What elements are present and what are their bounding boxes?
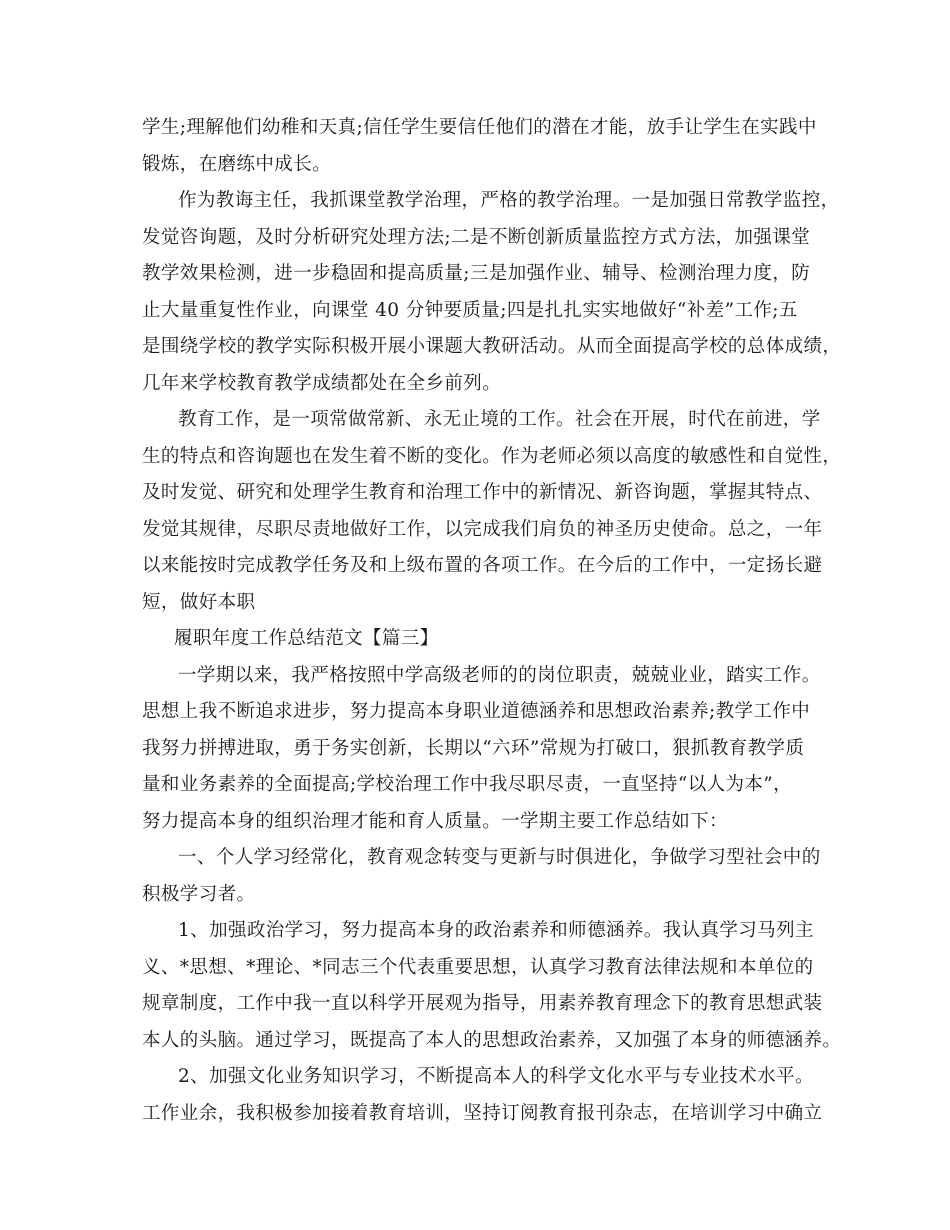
text-line: 努力提高本身的组织治理才能和育人质量。一学期主要工作总结如下： — [142, 810, 728, 832]
text-line: 义、*思想、*理论、*同志三个代表重要思想，认真学习教育法律法规和本单位的 — [142, 956, 814, 978]
paragraph-start: 教育工作，是一项常做常新、永无止境的工作。社会在开展，时代在前进，学 — [178, 409, 821, 430]
text-line: 生的特点和咨询题也在发生着不断的变化。作为老师必须以高度的敏感性和自觉性， — [142, 445, 842, 467]
text-line: 工作业余，我积极参加接着教育培训，坚持订阅教育报刊杂志，在培训学习中确立 — [142, 1102, 823, 1124]
text-line: 积极学习者。 — [142, 883, 256, 905]
paragraph-start: 2、加强文化业务知识学习，不断提高本人的科学文化水平与专业技术水平。 — [178, 1066, 814, 1087]
text-line: 量和业务素养的全面提高;学校治理工作中我尽职尽责，一直坚持“以人为本”， — [142, 774, 793, 795]
document-body — [142, 110, 842, 1132]
paragraph-start: 一学期以来，我严格按照中学高级老师的的岗位职责，兢兢业业，踏实工作。 — [178, 664, 821, 686]
text-line: 几年来学校教育教学成绩都处在全乡前列。 — [142, 372, 502, 394]
text-line: 规章制度，工作中我一直以科学开展观为指导，用素养教育理念下的教育思想武装 — [142, 993, 823, 1014]
text-line: 以来能按时完成教学任务及和上级布置的各项工作。在今后的工作中，一定扬长避 — [142, 555, 823, 576]
text-line: 发觉其规律，尽职尽责地做好工作，以完成我们肩负的神圣历史使命。总之，一年 — [142, 518, 823, 540]
paragraph-start: 1、加强政治学习，努力提高本身的政治素养和师德涵养。我认真学习马列主 — [178, 920, 814, 941]
paragraph-start: 作为教诲主任，我抓课堂教学治理，严格的教学治理。一是加强日常教学监控， — [178, 190, 840, 211]
text-line: 思想上我不断追求进步，努力提高本身职业道德涵养和思想政治素养;教学工作中 — [142, 701, 811, 722]
text-line: 教学效果检测，进一步稳固和提高质量;三是加强作业、辅导、检测治理力度，防 — [142, 263, 811, 284]
section-heading: 履职年度工作总结范文【篇三】 — [174, 628, 439, 649]
text-line: 本人的头脑。通过学习，既提高了本人的思想政治素养，又加强了本身的师德涵养。 — [142, 1029, 842, 1051]
text-line: 发觉咨询题，及时分析研究处理方法;二是不断创新质量监控方式方法，加强课堂 — [142, 226, 811, 248]
text-line: 是围绕学校的教学实际积极开展小课题大教研活动。从而全面提高学校的总体成绩， — [142, 336, 842, 357]
text-line: 止大量重复性作业，向课堂 40 分钟要质量;四是扎扎实实地做好“补差”工作;五 — [142, 299, 798, 321]
text-line: 锻炼，在磨练中成长。 — [142, 153, 332, 175]
text-line: 及时发觉、研究和处理学生教育和治理工作中的新情况、新咨询题，掌握其特点、 — [142, 482, 823, 503]
text-line: 学生;理解他们幼稚和天真;信任学生要信任他们的潜在才能，放手让学生在实践中 — [142, 117, 817, 138]
text-line: 我努力拼搏进取，勇于务实创新，长期以“六环”常规为打破口，狠抓教育教学质 — [142, 737, 805, 759]
paragraph-start: 一、个人学习经常化，教育观念转变与更新与时俱进化，争做学习型社会中的 — [178, 847, 821, 868]
text-line: 短，做好本职 — [142, 591, 256, 613]
